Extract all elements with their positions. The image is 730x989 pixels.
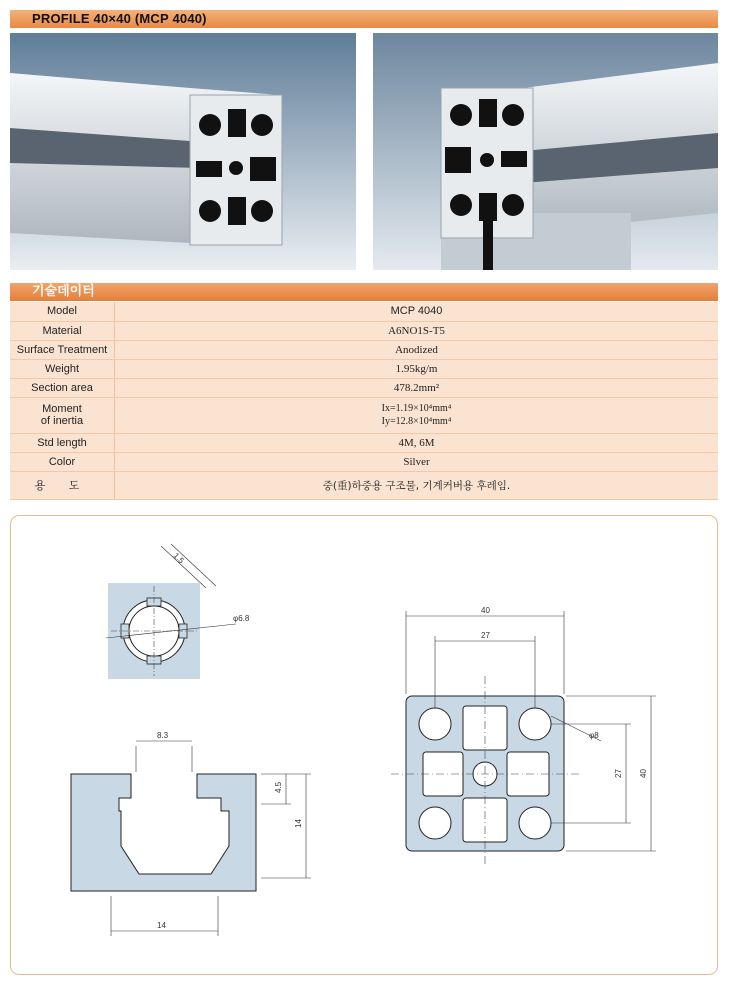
section-title: 기술데이터 xyxy=(32,284,95,299)
table-row xyxy=(10,302,718,321)
spec-value xyxy=(115,397,719,433)
dim-slot-opening: 8.3 xyxy=(157,731,169,740)
profile-section xyxy=(391,606,656,866)
profile-photo-left xyxy=(10,33,356,270)
technical-drawing xyxy=(10,515,718,975)
spec-value: Silver xyxy=(115,452,719,471)
table-row xyxy=(10,378,718,397)
slot-detail xyxy=(71,731,311,936)
table-row xyxy=(10,433,718,452)
dim-inner-v: 27 xyxy=(614,769,623,778)
dim-inner: 27 xyxy=(481,631,490,640)
spec-value: 1.95kg/m xyxy=(115,359,719,378)
hole-detail xyxy=(106,544,250,679)
spec-value-line: Ix=1.19×10⁴mm⁴ xyxy=(381,403,452,414)
spec-label: Section area xyxy=(10,378,115,397)
spec-label-line: Moment xyxy=(42,403,82,415)
spec-table xyxy=(10,302,718,500)
spec-value: Anodized xyxy=(115,340,719,359)
dim-hole: φ8 xyxy=(589,731,599,740)
spec-value: MCP 4040 xyxy=(115,302,719,321)
spec-label: Color xyxy=(10,452,115,471)
dim-outer: 40 xyxy=(481,606,490,615)
table-row xyxy=(10,452,718,471)
dim-slot-width: 1.5 xyxy=(171,551,186,566)
spec-label: Weight xyxy=(10,359,115,378)
spec-label: 용 도 xyxy=(10,471,115,499)
table-row xyxy=(10,321,718,340)
page-title: PROFILE 40×40 (MCP 4040) xyxy=(32,11,207,26)
spec-label: Model xyxy=(10,302,115,321)
spec-value: A6NO1S-T5 xyxy=(115,321,719,340)
spec-label: Material xyxy=(10,321,115,340)
dim-slot-lip: 4.5 xyxy=(274,781,283,793)
spec-value: 중(重)하중용 구조물, 기계커버용 후레임. xyxy=(115,471,719,499)
dim-slot-width: 14 xyxy=(157,921,166,930)
table-row xyxy=(10,471,718,499)
table-row xyxy=(10,359,718,378)
dim-hole-dia: φ6.8 xyxy=(233,614,250,623)
table-row xyxy=(10,397,718,433)
table-row xyxy=(10,340,718,359)
dim-outer-v: 40 xyxy=(639,769,648,778)
spec-label: Surface Treatment xyxy=(10,340,115,359)
spec-label-line: of inertia xyxy=(40,415,84,427)
spec-value-line: Iy=12.8×10⁴mm⁴ xyxy=(381,416,452,427)
spec-label xyxy=(10,397,115,433)
spec-label: Std length xyxy=(10,433,115,452)
dim-slot-depth: 14 xyxy=(294,819,303,828)
spec-value: 4M, 6M xyxy=(115,433,719,452)
title-bar xyxy=(10,10,718,28)
profile-photo-right xyxy=(373,33,718,270)
section-bar xyxy=(10,283,718,301)
spec-value: 478.2mm² xyxy=(115,378,719,397)
